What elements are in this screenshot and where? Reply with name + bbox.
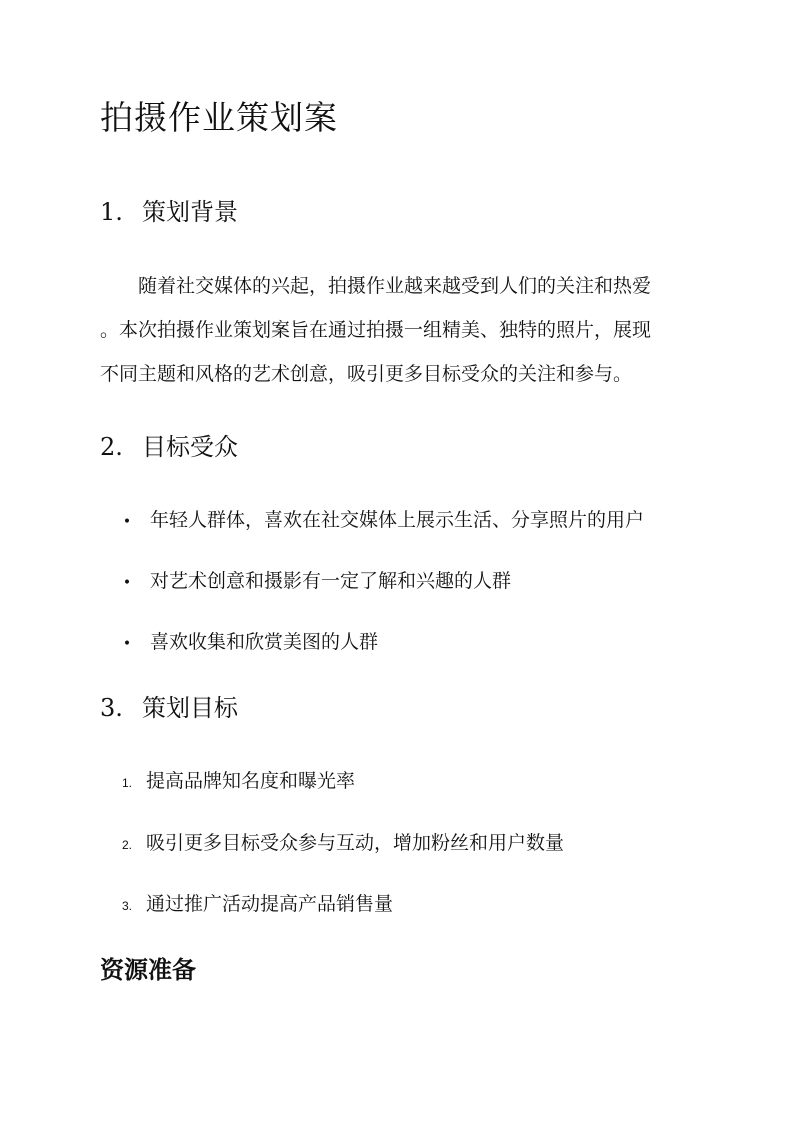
section-2-number: 2. bbox=[100, 433, 123, 461]
section-3-title: 策划目标 bbox=[142, 694, 238, 722]
section-2-heading bbox=[100, 429, 238, 465]
paragraph-line: 随着社交媒体的兴起，拍摄作业越来越受到人们的关注和热爱 bbox=[138, 275, 652, 297]
section-1-heading bbox=[100, 194, 238, 230]
paragraph-line: 不同主题和风格的艺术创意，吸引更多目标受众的关注和参与。 bbox=[100, 363, 633, 385]
paragraph-line: 。本次拍摄作业策划案旨在通过拍摄一组精美、独特的照片，展现 bbox=[100, 319, 652, 341]
list-item-text: 对艺术创意和摄影有一定了解和兴趣的人群 bbox=[150, 570, 512, 592]
list-item bbox=[100, 828, 564, 860]
background-paragraph bbox=[100, 264, 700, 396]
list-item bbox=[100, 627, 378, 659]
section-3-heading bbox=[100, 690, 238, 726]
section-1-title: 策划背景 bbox=[142, 198, 238, 226]
bullet-marker: • bbox=[122, 636, 132, 652]
list-item-text: 吸引更多目标受众参与互动，增加粉丝和用户数量 bbox=[146, 832, 565, 854]
list-item bbox=[100, 766, 355, 798]
list-item bbox=[100, 505, 644, 537]
list-number: 1. bbox=[122, 776, 133, 790]
list-item bbox=[100, 566, 511, 598]
list-item-text: 年轻人群体，喜欢在社交媒体上展示生活、分享照片的用户 bbox=[150, 509, 645, 531]
section-3-number: 3. bbox=[100, 694, 123, 722]
section-1-number: 1. bbox=[100, 198, 123, 226]
bullet-marker: • bbox=[122, 514, 132, 530]
list-item-text: 通过推广活动提高产品销售量 bbox=[146, 893, 394, 915]
document-title: 拍摄作业策划案 bbox=[100, 98, 338, 137]
bullet-marker: • bbox=[122, 575, 132, 591]
list-item-text: 喜欢收集和欣赏美图的人群 bbox=[150, 631, 379, 653]
resource-heading: 资源准备 bbox=[100, 955, 196, 984]
list-item-text: 提高品牌知名度和曝光率 bbox=[146, 770, 356, 792]
list-item bbox=[100, 889, 393, 921]
list-number: 3. bbox=[122, 899, 133, 913]
section-2-title: 目标受众 bbox=[142, 433, 238, 461]
list-number: 2. bbox=[122, 838, 133, 852]
